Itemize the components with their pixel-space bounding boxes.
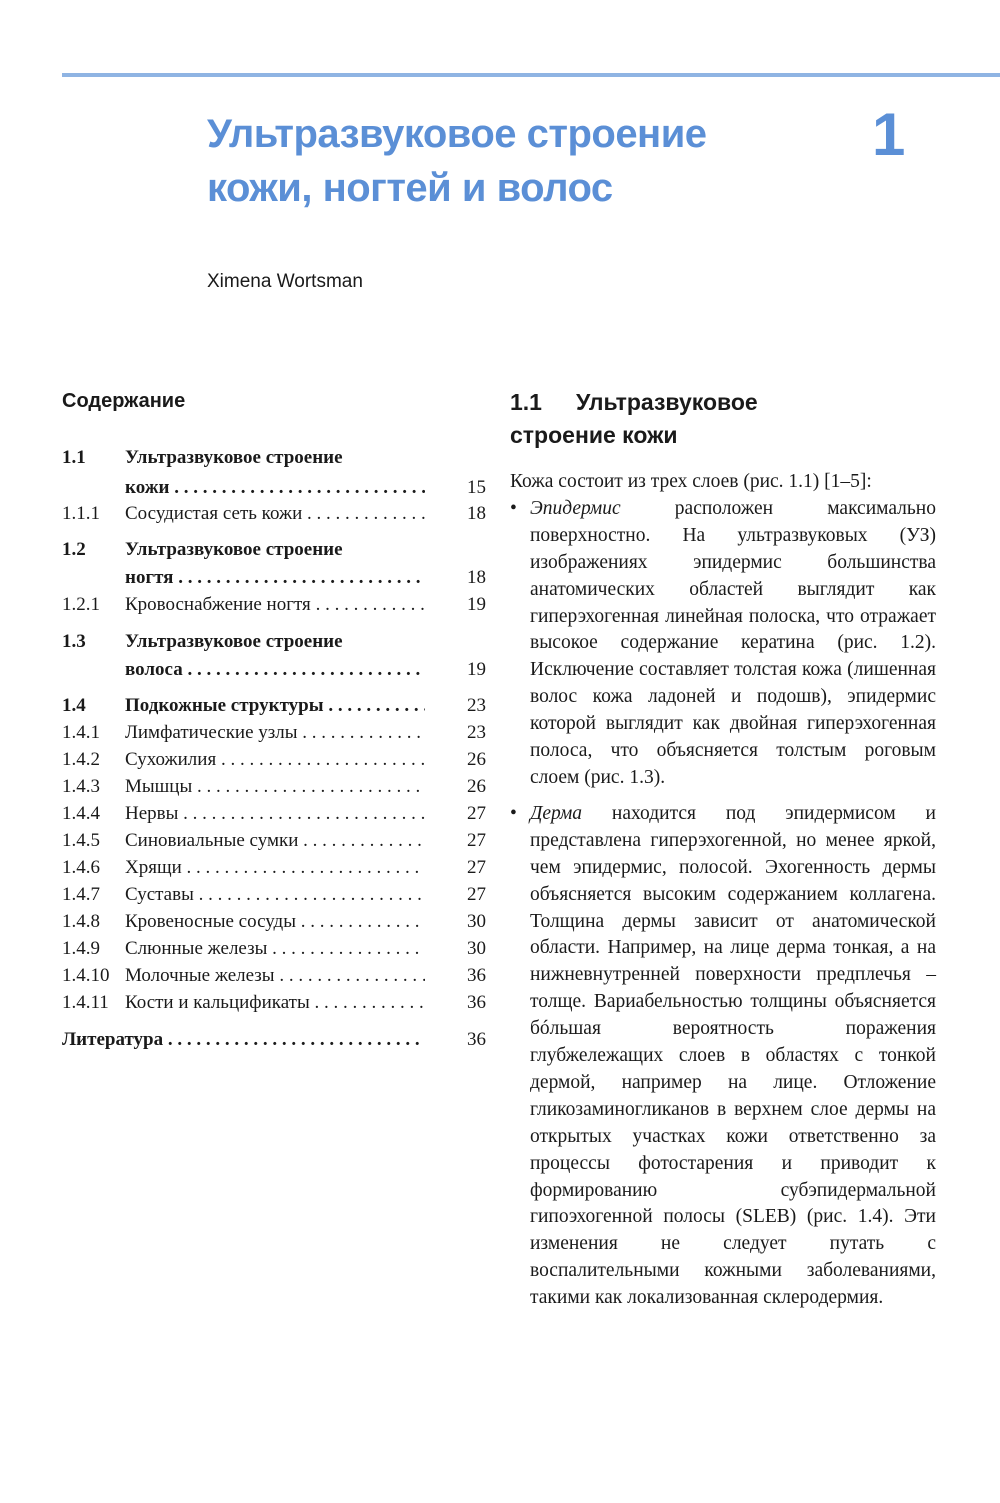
toc-entry-number: 1.3: [62, 631, 86, 652]
toc-entry-number: 1.4.8: [62, 911, 100, 932]
toc-entry-title-cont: ногтя . . .: [125, 567, 425, 589]
chapter-title-line1: Ультразвуковое строение: [207, 112, 707, 156]
toc-entry-title: Нервы . . .: [125, 803, 425, 825]
toc-entry[interactable]: [62, 884, 486, 908]
toc-entry-title-cont: кожи . . .: [125, 477, 425, 499]
section-title-line2: строение кожи: [510, 422, 678, 448]
section-number: 1.1: [510, 389, 542, 415]
toc-entry-number: 1.4.9: [62, 938, 100, 959]
toc-entry-title: Суставы . . .: [125, 884, 425, 906]
toc-entry-number: 1.4.1: [62, 722, 100, 743]
toc-entry[interactable]: [62, 938, 486, 962]
toc-entry-title: Мышцы . . .: [125, 776, 425, 798]
toc-entry-page: 30: [467, 911, 486, 932]
toc-entry-number: 1.2: [62, 539, 86, 560]
toc-entry[interactable]: [62, 695, 486, 719]
toc-entry-number: 1.4.3: [62, 776, 100, 797]
toc-entry-page: 26: [467, 749, 486, 770]
toc-entry[interactable]: [62, 911, 486, 935]
toc-entry-page: 30: [467, 938, 486, 959]
top-rule: [62, 73, 1000, 77]
bullet-marker: •: [510, 497, 517, 519]
toc-entry-title: Сухожилия . . .: [125, 749, 425, 771]
chapter-number: 1: [872, 101, 906, 168]
bullet-epidermis: [510, 496, 936, 792]
toc-entry-title: Ультразвуковое строение: [125, 539, 343, 560]
toc-heading: Содержание: [62, 390, 186, 412]
toc-entry[interactable]: [62, 830, 486, 854]
section-title-line1: Ультразвуковое: [576, 389, 758, 415]
toc-entry[interactable]: [62, 749, 486, 773]
toc-entry-number: 1.4.7: [62, 884, 100, 905]
bullet-term: Эпидермис: [530, 497, 621, 519]
toc-entry-title: Молочные железы . . .: [125, 965, 425, 987]
toc-entry-number: 1.4: [62, 695, 86, 716]
toc-entry-number: 1.1: [62, 447, 86, 468]
bullet-marker: •: [510, 802, 517, 824]
toc-entry-number: 1.4.5: [62, 830, 100, 851]
toc-entry[interactable]: [62, 1029, 486, 1053]
toc-entry-page: 36: [467, 1029, 486, 1050]
toc-entry[interactable]: [62, 503, 486, 527]
toc-entry-number: 1.4.6: [62, 857, 100, 878]
toc-entry-page: 23: [467, 722, 486, 743]
toc-entry-page: 19: [467, 659, 486, 680]
toc-entry-title: Кровоснабжение ногтя . . .: [125, 594, 425, 616]
toc-entry-page: 18: [467, 567, 486, 588]
toc-entry-page: 27: [467, 803, 486, 824]
toc-entry-page: 18: [467, 503, 486, 524]
toc-entry-number: 1.1.1: [62, 503, 100, 524]
toc-entry[interactable]: [62, 539, 486, 593]
chapter-title: [207, 107, 827, 215]
toc-entry[interactable]: [62, 992, 486, 1016]
bullet-text: находится под эпидермисом и представлена гиперэхогенной, но менее яркой, чем эпидермис, полосой. Эхогенность дермы объясняется высоким содержанием коллагена. Толщина дермы зависит от анатомической области. Например, на лице дерма тонкая, а на нижневнутренней поверхности предплечья – толще. Вариабельностью толщины объясняется бóльшая вероятность поражения глубжележащих слоев в областях с тонкой дермой, например на лице. Отложение гликозаминогликанов в верхнем слое дермы на открытых участках кожи ответственно за процессы фотостарения и приводит к формированию субэпидермальной гипоэхогенной полосы (SLEB) (рис. 1.4). Эти изменения не следует путать с воспалительными кожными заболеваниями, такими как локализованная склеродермия.: [530, 802, 936, 1309]
toc-entry-title: Подкожные структуры . . .: [125, 695, 425, 717]
toc-entry-page: 27: [467, 884, 486, 905]
toc-entry-page: 36: [467, 965, 486, 986]
toc-entry-number: 1.4.2: [62, 749, 100, 770]
intro-paragraph: Кожа состоит из трех слоев (рис. 1.1) [1–5]:: [510, 471, 872, 492]
toc-entry-page: 27: [467, 857, 486, 878]
toc-entry-title-cont: волоса . . .: [125, 659, 425, 681]
toc-entry[interactable]: [62, 965, 486, 989]
toc-entry-number: 1.4.4: [62, 803, 100, 824]
chapter-title-line2: кожи, ногтей и волос: [207, 166, 613, 210]
toc-entry-title: Слюнные железы . . .: [125, 938, 425, 960]
toc-entry-title: Ультразвуковое строение: [125, 631, 343, 652]
toc-entry[interactable]: [62, 631, 486, 685]
toc-entry[interactable]: [62, 776, 486, 800]
author: Ximena Wortsman: [207, 271, 363, 292]
toc-entry-title: Ультразвуковое строение: [125, 447, 343, 468]
toc-entry-title: Сосудистая сеть кожи . . .: [125, 503, 425, 525]
body-text: [510, 469, 936, 1312]
toc-entry-title: Синовиальные сумки . . .: [125, 830, 425, 852]
toc-entry[interactable]: [62, 722, 486, 746]
section-heading: [510, 386, 930, 452]
toc-entry-title: Литература . . .: [62, 1029, 425, 1051]
toc-entry-number: 1.4.11: [62, 992, 109, 1013]
bullet-text: расположен максимально поверхностно. На ультразвуковых (УЗ) изображениях эпидермис большинства анатомических областей выглядит как гиперэхогенная линейная полоска, что отражает высокое содержание кератина (рис. 1.2). Исключение составляет толстая кожа (лишенная волос кожа ладоней и подошв), эпидермис которой выглядит как двойная гиперэхогенная полоса, что объясняется толстым роговым слоем (рис. 1.3).: [530, 497, 936, 788]
toc-entry-title: Кости и кальцификаты . . .: [125, 992, 425, 1014]
toc-entry-title: Хрящи . . .: [125, 857, 425, 879]
bullet-dermis: [510, 801, 936, 1312]
toc-entry[interactable]: [62, 447, 486, 501]
toc-entry[interactable]: [62, 857, 486, 881]
toc-entry-number: 1.2.1: [62, 594, 100, 615]
toc-entry-page: 19: [467, 594, 486, 615]
toc-entry-page: 27: [467, 830, 486, 851]
toc-entry[interactable]: [62, 803, 486, 827]
toc-entry-page: 15: [467, 477, 486, 498]
toc-entry[interactable]: [62, 594, 486, 618]
toc-entry-page: 26: [467, 776, 486, 797]
toc-entry-title: Лимфатические узлы . . .: [125, 722, 425, 744]
toc-entry-page: 36: [467, 992, 486, 1013]
toc-entry-page: 23: [467, 695, 486, 716]
toc-entry-number: 1.4.10: [62, 965, 110, 986]
bullet-term: Дерма: [530, 802, 583, 824]
toc-entry-title: Кровеносные сосуды . . .: [125, 911, 425, 933]
